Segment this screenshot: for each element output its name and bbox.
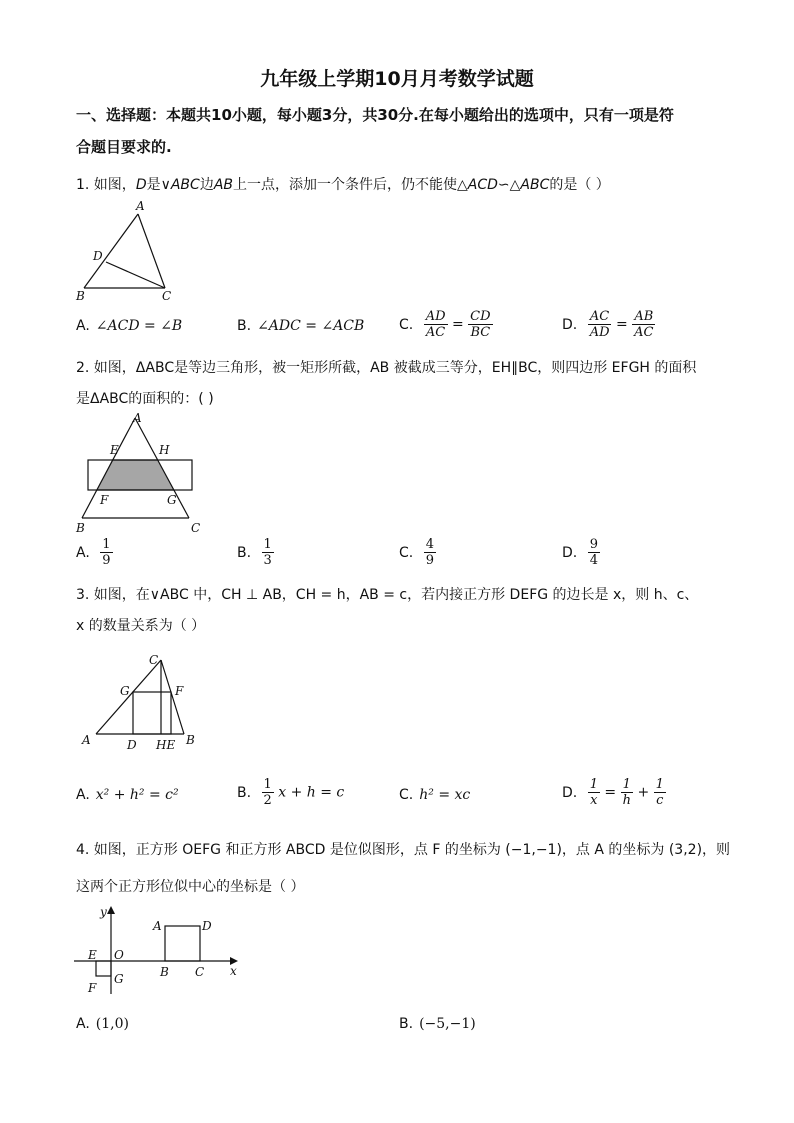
fig1-label-b: B (76, 289, 85, 303)
fig4-label-f: F (88, 981, 97, 995)
fig3-label-he: HE (156, 738, 176, 752)
section-header-line1: 一、选择题：本题共10小题，每小题3分，共30分.在每小题给出的选项中，只有一项是符 (76, 106, 674, 124)
fig4-label-x: x (230, 964, 237, 978)
question-4-stem-line2: 这两个正方形位似中心的坐标是（ ） (76, 879, 305, 895)
fig4-label-y: y (100, 905, 107, 919)
fig4-label-a: A (153, 919, 162, 933)
q4-option-a[interactable]: A. (1,0) (76, 1016, 129, 1032)
fig3-label-g: G (120, 684, 130, 698)
q3-option-d[interactable]: D. $\frac{1}{x}$ = $\frac{1}{h}$ + $\frac{1}{c}$ (562, 777, 664, 808)
fig4-label-d: D (202, 919, 212, 933)
q4-option-b[interactable]: B. (−5,−1) (399, 1016, 476, 1032)
fig2-label-b: B (76, 521, 85, 535)
q1-option-b[interactable]: B. ∠ADC = ∠ACB (237, 318, 365, 334)
q2-option-a[interactable]: A. $\frac{1}{9}$ (76, 537, 111, 568)
fig3-label-d: D (127, 738, 137, 752)
q3-option-a[interactable]: A. x² + h² = c² (76, 787, 179, 803)
q2-option-c[interactable]: C. $\frac{4}{9}$ (399, 537, 434, 568)
fig2-label-h: H (159, 443, 170, 457)
fig1-label-d: D (93, 249, 103, 263)
fig2-label-g: G (167, 493, 177, 507)
question-1-stem: 1. 如图，D是∨ABC边AB上一点，添加一个条件后，仍不能使△ACD∽△ABC的是（ ） (76, 177, 610, 193)
q3-option-c[interactable]: C. h² = xc (399, 787, 471, 803)
question-4-figure (74, 902, 249, 997)
question-2-figure (76, 410, 206, 536)
fig4-label-e: E (88, 948, 97, 962)
q2-option-d[interactable]: D. $\frac{9}{4}$ (562, 537, 598, 568)
q1-option-d[interactable]: D. $\frac{AC}{AD}$ = $\frac{AB}{AC}$ (562, 309, 654, 340)
question-2-stem-line1: 2. 如图，ΔABC是等边三角形，被一矩形所截，AB 被截成三等分，EH∥BC，则四边形 EFGH 的面积 (76, 360, 697, 376)
section-header-line2: 合题目要求的. (76, 138, 172, 156)
fig3-label-a: A (82, 733, 91, 747)
fig2-label-a: A (133, 411, 142, 425)
fig4-label-o: O (114, 948, 124, 962)
fig1-label-a: A (136, 199, 145, 213)
question-4-stem-line1: 4. 如图，正方形 OEFG 和正方形 ABCD 是位似图形，点 F 的坐标为 (−1,−1)，点 A 的坐标为 (3,2)，则 (76, 842, 731, 858)
question-3-figure (80, 650, 205, 754)
question-3-stem-line2: x 的数量关系为（ ） (76, 618, 206, 634)
fig2-label-f: F (100, 493, 109, 507)
q1-option-a[interactable]: A. ∠ACD = ∠B (76, 318, 183, 334)
fig2-label-e: E (110, 443, 119, 457)
q1-option-c[interactable]: C. $\frac{AD}{AC}$ = $\frac{CD}{BC}$ (399, 309, 491, 340)
fig2-label-c: C (191, 521, 201, 535)
fig4-label-b: B (160, 965, 169, 979)
question-3-stem-line1: 3. 如图，在∨ABC 中，CH ⊥ AB，CH = h，AB = c，若内接正方形 DEFG 的边长是 x，则 h、c、 (76, 587, 699, 603)
question-2-stem-line2: 是ΔABC的面积的：( ) (76, 391, 214, 407)
page-title: 九年级上学期10月月考数学试题 (260, 68, 534, 90)
q3-option-b[interactable]: B. $\frac{1}{2}$ x + h = c (237, 777, 345, 808)
fig3-label-c: C (149, 653, 159, 667)
fig1-label-c: C (162, 289, 172, 303)
fig4-label-g: G (114, 972, 124, 986)
q2-option-b[interactable]: B. $\frac{1}{3}$ (237, 537, 272, 568)
fig4-label-c: C (195, 965, 205, 979)
fig3-label-b: B (186, 733, 195, 747)
fig3-label-f: F (175, 684, 184, 698)
question-1-figure (70, 200, 180, 304)
